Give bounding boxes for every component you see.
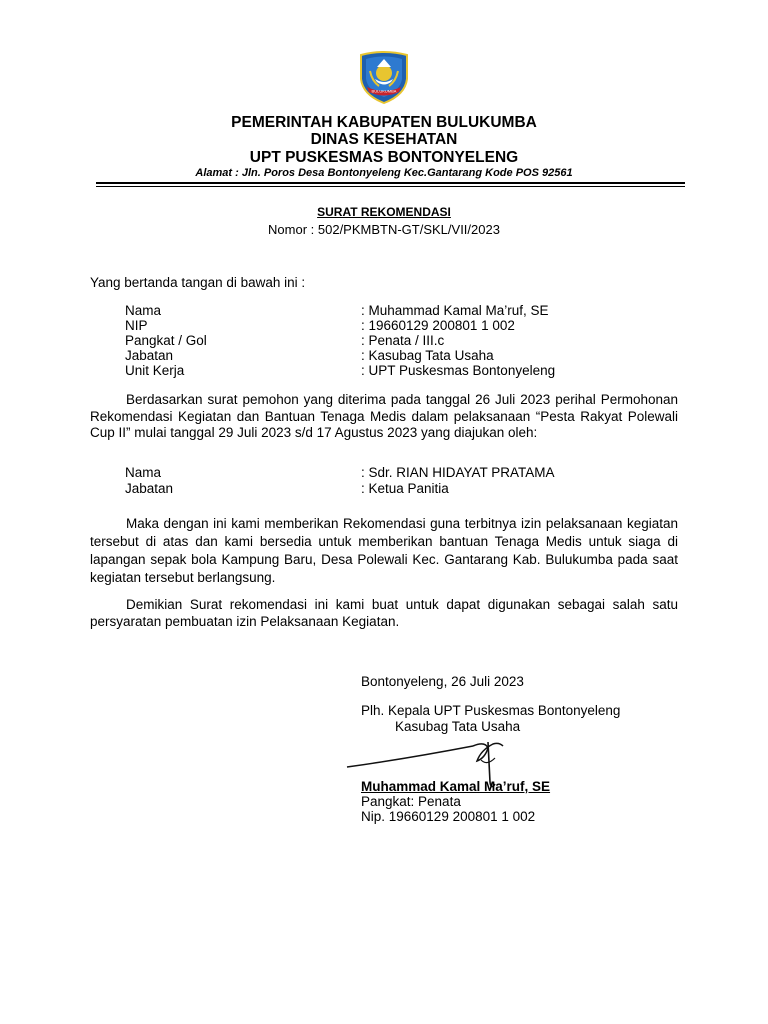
header-address: Alamat : Jln. Poros Desa Bontonyeleng Kec.Gantarang Kode POS 92561 xyxy=(195,167,573,179)
signatory-nip: Nip. 19660129 200801 1 002 xyxy=(361,809,536,824)
body-paragraph-2: Maka dengan ini kami memberikan Rekomendasi guna terbitnya izin pelaksanaan kegiatan tersebut di atas dan kami bersedia untuk memberikan bantuan Tenaga Medis untuk siaga di lapangan sepak bola Kampung Baru, Desa Polewali Kec. Gantarang Kab. Bulukumba pada saat kegiatan tersebut berlangsung. xyxy=(90,516,678,585)
field-value: : Muhammad Kamal Ma’ruf, SE xyxy=(361,303,549,318)
field-label: Nama xyxy=(125,465,162,480)
signatory-name: Muhammad Kamal Ma’ruf, SE xyxy=(361,779,551,794)
field-label: Nama xyxy=(125,303,162,318)
header-rule-thin xyxy=(96,186,685,187)
field-value: : Kasubag Tata Usaha xyxy=(361,348,494,363)
opening-line: Yang bertanda tangan di bawah ini : xyxy=(90,275,306,290)
field-label: Jabatan xyxy=(125,348,174,363)
field-label: Pangkat / Gol xyxy=(125,333,207,348)
signatory-rank: Pangkat: Penata xyxy=(361,794,461,809)
field-value: : Sdr. RIAN HIDAYAT PRATAMA xyxy=(361,465,555,480)
field-value: : Penata / III.c xyxy=(361,333,445,348)
letter-number: Nomor : 502/PKMBTN-GT/SKL/VII/2023 xyxy=(268,222,500,237)
signatory-position: Kasubag Tata Usaha xyxy=(395,719,521,734)
field-value: : 19660129 200801 1 002 xyxy=(361,318,515,333)
field-label: Jabatan xyxy=(125,481,174,496)
field-value: : UPT Puskesmas Bontonyeleng xyxy=(361,363,556,378)
header-institution: UPT PUSKESMAS BONTONYELENG xyxy=(249,149,519,166)
header-department: DINAS KESEHATAN xyxy=(310,131,458,148)
header-rule-thick xyxy=(96,182,685,184)
place-date: Bontonyeleng, 26 Juli 2023 xyxy=(361,674,524,689)
crest-ribbon-text: BULUKUMBA xyxy=(371,88,397,94)
field-label: NIP xyxy=(125,318,148,333)
bulukumba-crest-icon xyxy=(357,49,411,105)
body-paragraph-3: Demikian Surat rekomendasi ini kami buat untuk dapat digunakan sebagai salah satu persyaratan pembuatan izin Pelaksanaan Kegiatan. xyxy=(90,597,678,629)
field-value: : Ketua Panitia xyxy=(361,481,449,496)
header-government: PEMERINTAH KABUPATEN BULUKUMBA xyxy=(231,114,537,131)
letter-title: SURAT REKOMENDASI xyxy=(317,205,451,219)
body-paragraph-1: Berdasarkan surat pemohon yang diterima pada tanggal 26 Juli 2023 perihal Permohonan Rekomendasi Kegiatan dan Bantuan Tenaga Medis dalam pelaksanaan “Pesta Rakyat Polewali Cup II” mulai tanggal 29 Juli 2023 s/d 17 Agustus 2023 yang diajukan oleh: xyxy=(90,392,678,440)
signatory-role: Plh. Kepala UPT Puskesmas Bontonyeleng xyxy=(361,703,621,718)
field-label: Unit Kerja xyxy=(125,363,185,378)
